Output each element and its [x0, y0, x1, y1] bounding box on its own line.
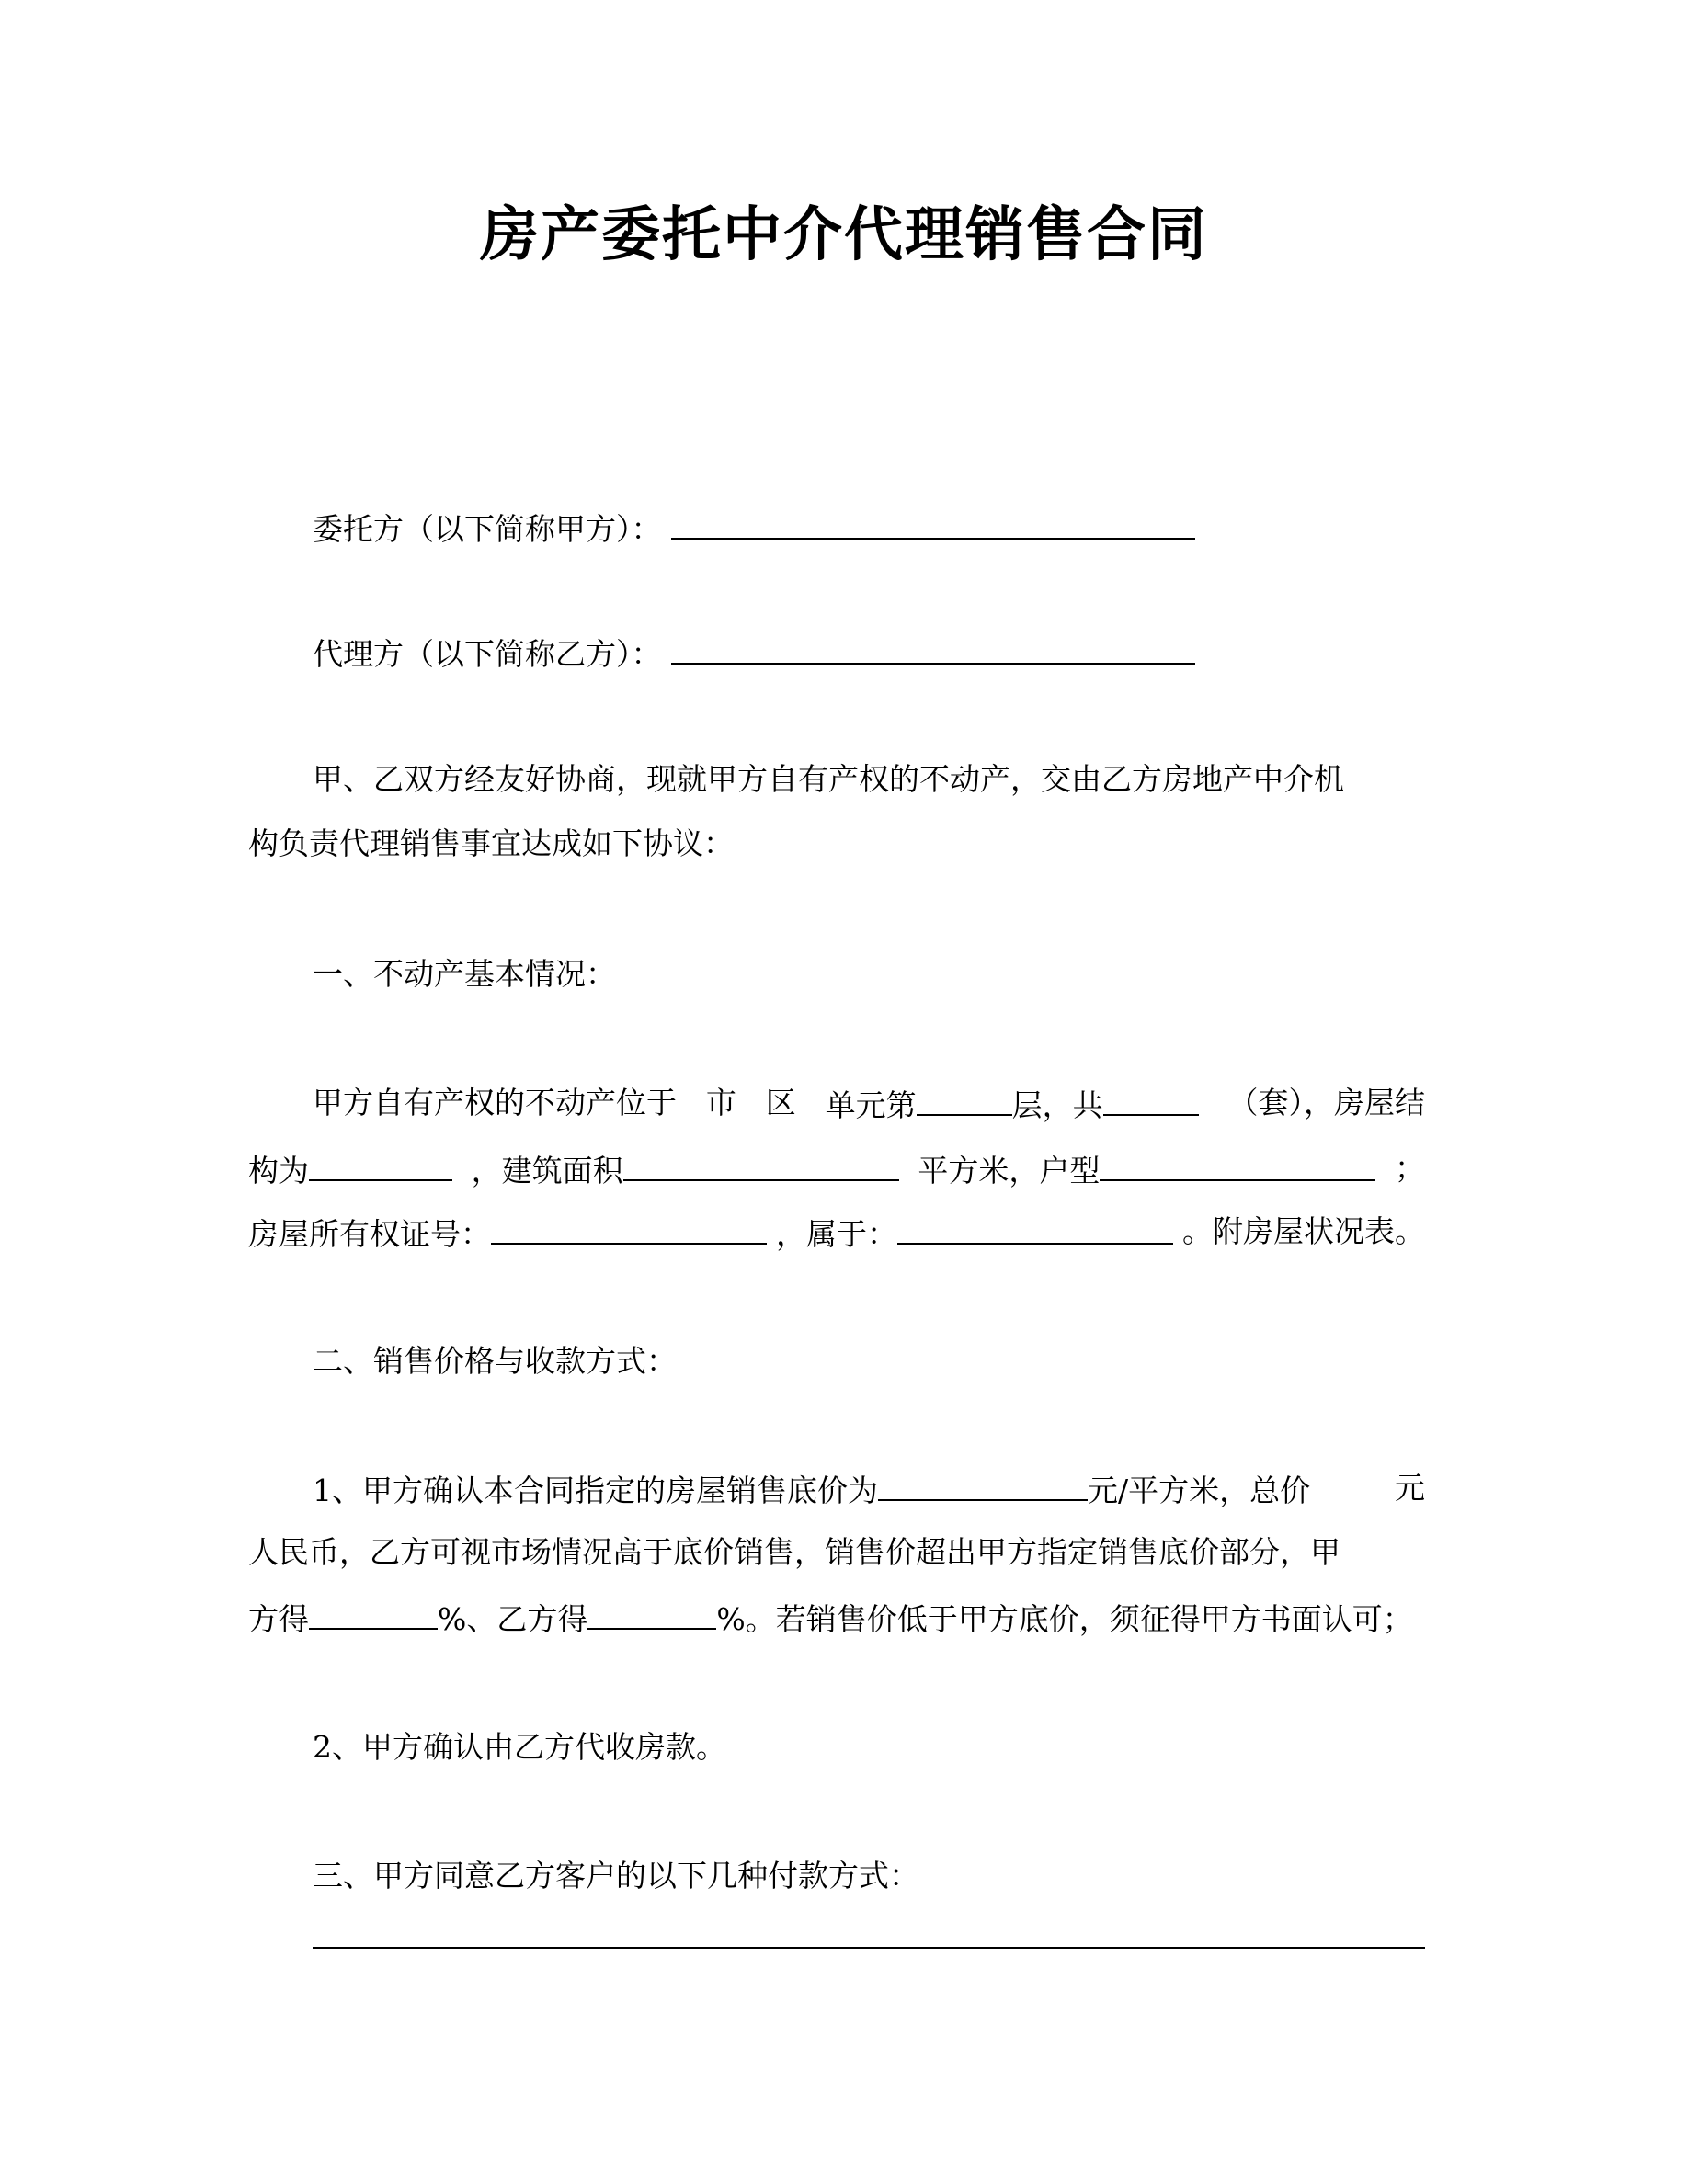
agent-label: 代理方（以下简称乙方）：: [313, 636, 662, 672]
owner-label: ，属于：: [776, 1216, 897, 1252]
client-blank: [671, 506, 1195, 540]
semicolon: ；: [1394, 1150, 1425, 1186]
section2-p2: 2、甲方确认由乙方代收房款。: [313, 1729, 726, 1765]
structure-prefix: 构为: [248, 1153, 309, 1189]
certificate-blank: [491, 1211, 767, 1245]
section3-heading: 三、甲方同意乙方客户的以下几种付款方式：: [313, 1858, 919, 1894]
area-field: [472, 1148, 899, 1191]
client-line: [313, 506, 1489, 550]
unit-label: 单元第: [825, 1087, 917, 1123]
attachment-note: 。附房屋状况表。: [1182, 1213, 1425, 1249]
section1-heading: 一、不动产基本情况：: [313, 956, 616, 992]
party-b-share-blank: [587, 1597, 716, 1630]
payment-method-blank-line: [313, 1947, 1425, 1949]
document-title: 房产委托中介代理销售合同: [480, 201, 1208, 269]
certificate-field: [248, 1211, 767, 1255]
owner-blank: [897, 1211, 1173, 1245]
agent-blank: [671, 631, 1195, 665]
location-label: 甲方自有产权的不动产位于: [313, 1085, 677, 1120]
city-label: 市: [705, 1085, 736, 1120]
party-a-share-label: 方得: [248, 1601, 309, 1637]
section1-line-1: [313, 1083, 1425, 1126]
base-price-label: 1、甲方确认本合同指定的房屋销售底价为: [313, 1473, 878, 1508]
total-price-label: 元/平方米，总价: [1088, 1473, 1311, 1508]
floor-blank: [917, 1083, 1012, 1116]
unit-field: [826, 1083, 1199, 1126]
area-label: ，建筑面积: [471, 1153, 623, 1189]
section2-p1-line-2: 人民币，乙方可视市场情况高于底价销售，销售价超出甲方指定销售底价部分，甲: [248, 1534, 1340, 1570]
party-a-share-blank: [309, 1597, 438, 1630]
certificate-label: 房屋所有权证号：: [248, 1216, 491, 1252]
agent-line: [313, 631, 1489, 675]
district-label: 区: [765, 1085, 796, 1120]
layout-label: 平方米，户型: [918, 1153, 1101, 1189]
price-field: [313, 1468, 1310, 1511]
owner-field: [776, 1211, 1173, 1255]
structure-label: （套），房屋结: [1227, 1085, 1425, 1120]
section1-line-3: [248, 1211, 1425, 1255]
approval-note: %。若销售价低于甲方底价，须征得甲方书面认可；: [716, 1601, 1413, 1637]
structure-blank: [309, 1148, 452, 1181]
intro-line-1: 甲、乙双方经友好协商，现就甲方自有产权的不动产，交由乙方房地产中介机: [313, 761, 1344, 797]
party-b-share-label: %、乙方得: [438, 1601, 588, 1637]
client-label: 委托方（以下简称甲方）：: [313, 511, 662, 547]
yuan-label: 元: [1395, 1470, 1425, 1506]
intro-line-2: 构负责代理销售事宜达成如下协议：: [248, 825, 734, 861]
count-blank: [1103, 1083, 1199, 1116]
section2-p1-line-1: [313, 1468, 1425, 1511]
layout-blank: [1100, 1148, 1375, 1181]
base-price-blank: [878, 1468, 1088, 1501]
floor-label: 层，共: [1011, 1087, 1103, 1123]
section2-p1-line-3: [248, 1597, 1425, 1640]
area-blank: [623, 1148, 899, 1181]
section1-line-2: [248, 1148, 1425, 1191]
layout-field: [918, 1148, 1375, 1191]
structure-field: [248, 1148, 452, 1191]
section2-heading: 二、销售价格与收款方式：: [313, 1343, 677, 1379]
